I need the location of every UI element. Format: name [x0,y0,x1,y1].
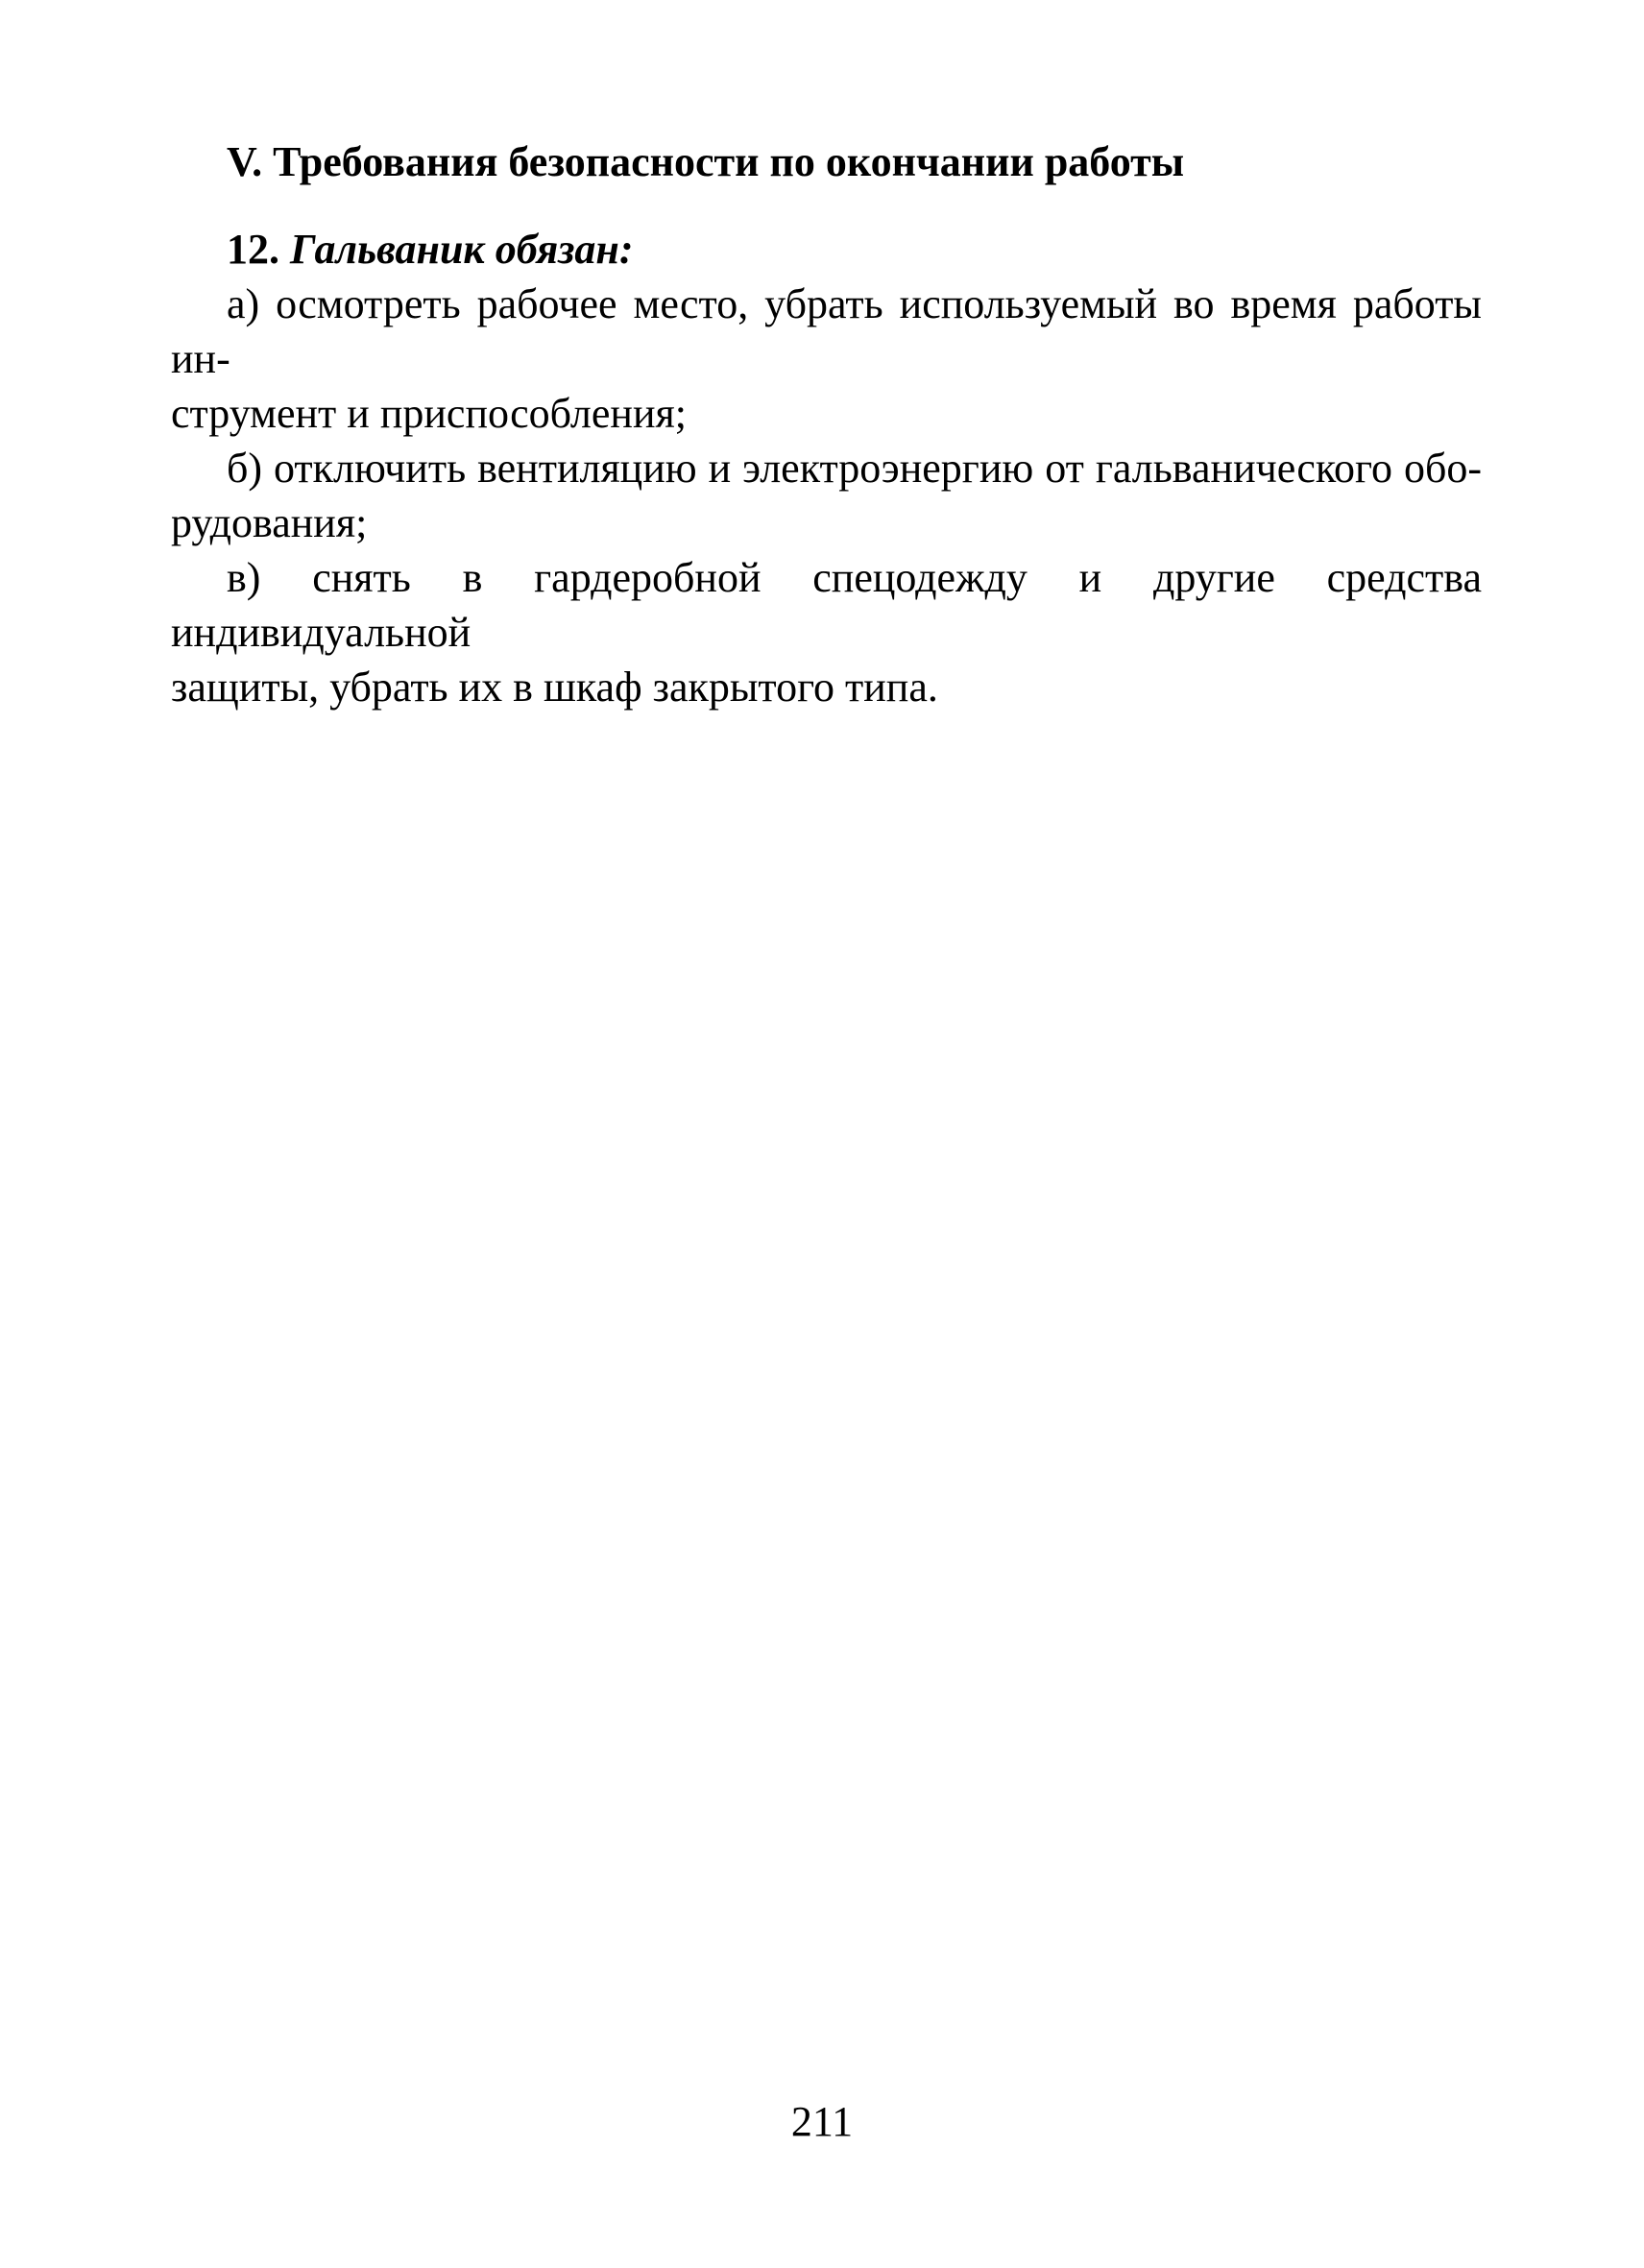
paragraph-c [171,550,1482,714]
paragraph-b-line-1: б) отключить вентиляцию и электроэнергию от гальванического обо- [227,445,1482,492]
item-intro [227,222,1482,277]
paragraph-c-line-2: защиты, убрать их в шкаф закрытого типа. [171,664,938,711]
paragraph-a [171,277,1482,441]
page-number: 211 [790,2098,854,2145]
paragraph-c-line-1: в) снять в гардеробной спецодежду и другие средства индивидуальной [171,554,1482,656]
paragraph-a-line-1: а) осмотреть рабочее место, убрать используемый во время работы ин- [171,280,1482,382]
paragraph-b-line-2: рудования; [171,499,368,546]
paragraph-a-line-2: струмент и приспособления; [171,390,687,437]
item-number: 12. [227,226,279,273]
item-lead: Гальваник обязан: [290,226,634,273]
paragraph-b [171,441,1482,550]
section-heading: V. Требования безопасности по окончании работы [227,138,1185,185]
page-body [171,134,1482,714]
